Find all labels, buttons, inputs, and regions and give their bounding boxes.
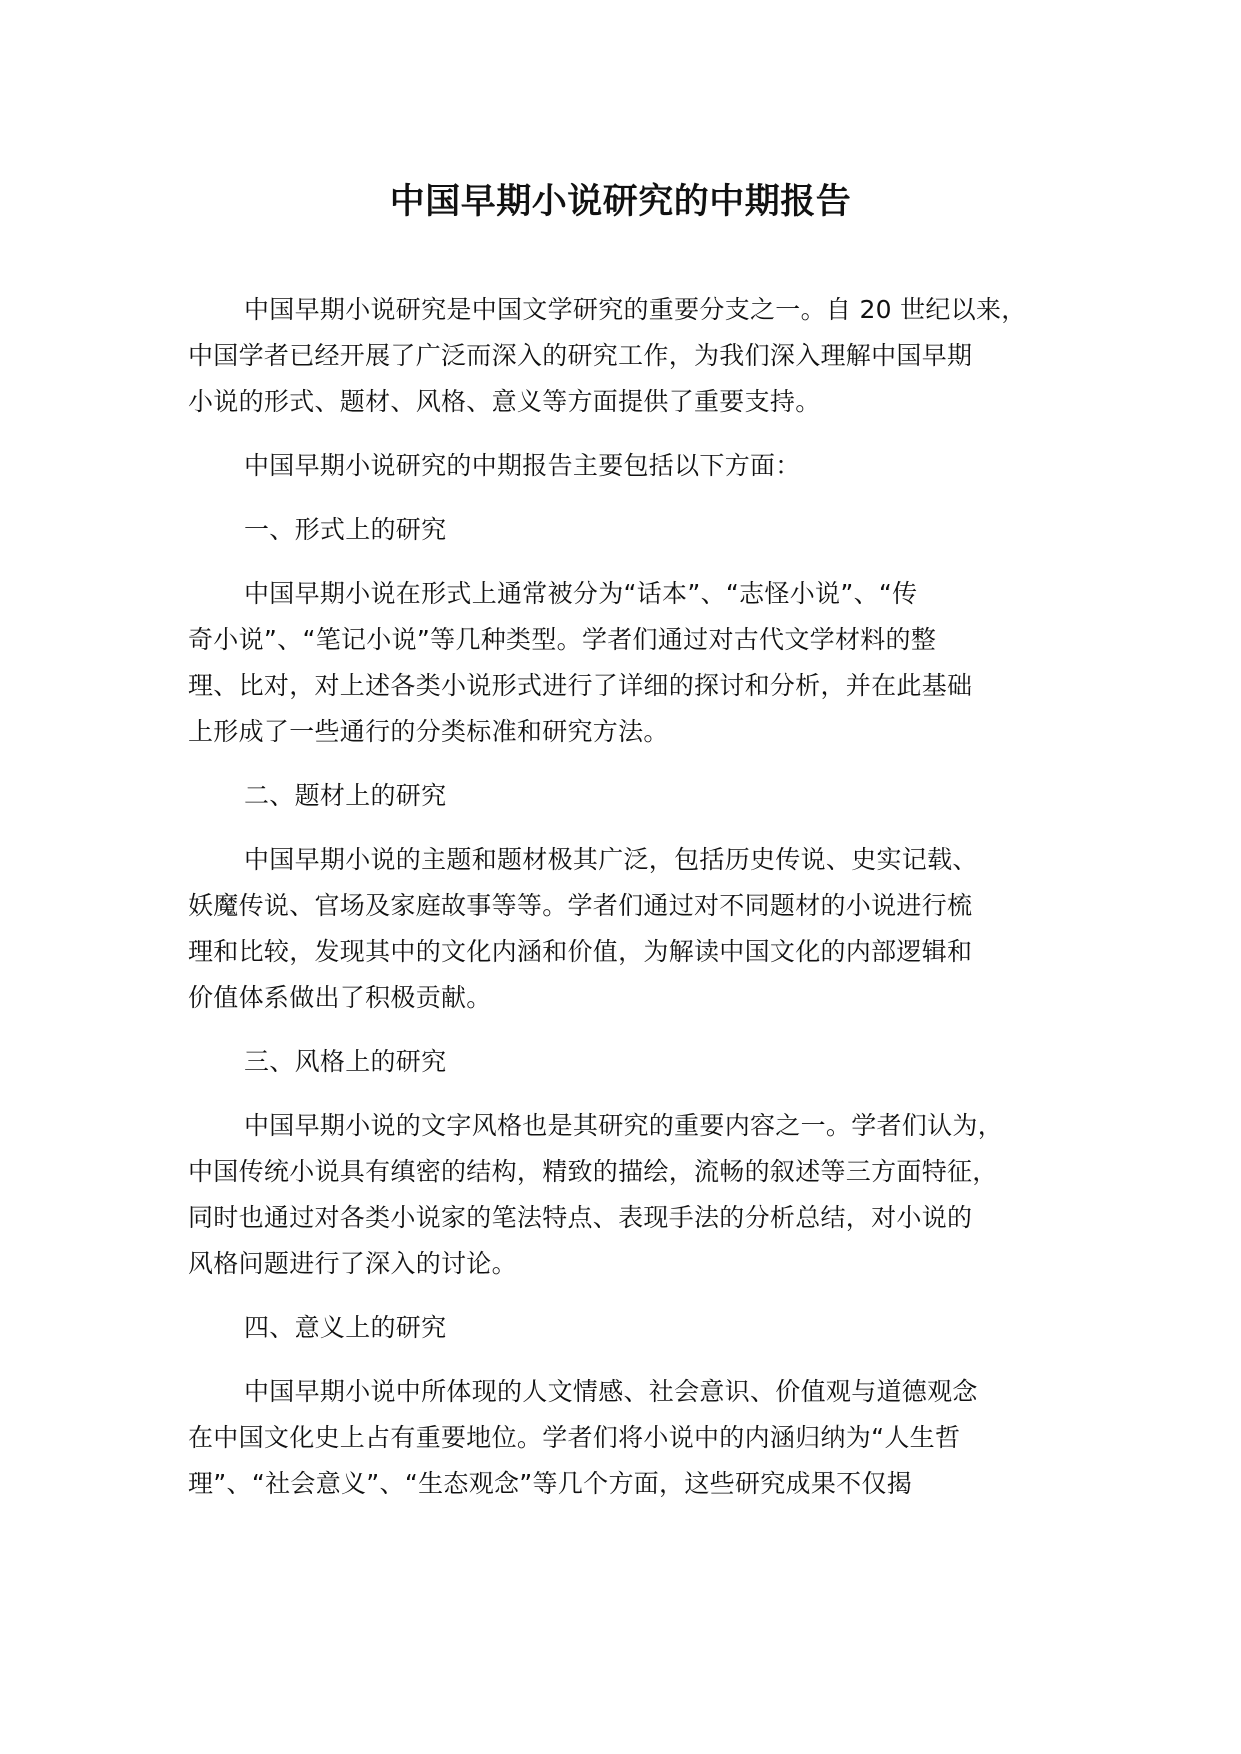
paragraph-subject (188, 837, 1088, 1021)
paragraph-style (188, 1103, 1088, 1287)
paragraph-overview (188, 443, 1088, 489)
section-heading-form (188, 507, 1088, 553)
text-line: 价值体系做出了积极贡献。 (188, 983, 492, 1012)
section-heading-meaning (188, 1305, 1088, 1351)
text-line: 中国早期小说在形式上通常被分为“话本”、“志怪小说”、“传 (244, 579, 918, 608)
text-line: 上形成了一些通行的分类标准和研究方法。 (188, 717, 669, 746)
paragraph-intro (188, 287, 1088, 425)
section-heading-subject (188, 773, 1088, 819)
text-line: 理和比较，发现其中的文化内涵和价值，为解读中国文化的内部逻辑和 (188, 937, 973, 966)
document-title: 中国早期小说研究的中期报告 (389, 182, 852, 222)
text-line: 中国学者已经开展了广泛而深入的研究工作，为我们深入理解中国早期 (188, 341, 973, 370)
text-line: 中国传统小说具有缜密的结构，精致的描绘，流畅的叙述等三方面特征， (188, 1157, 998, 1186)
text-line: 奇小说”、“笔记小说”等几种类型。学者们通过对古代文学材料的整 (188, 625, 937, 654)
text-line: 中国早期小说的文字风格也是其研究的重要内容之一。学者们认为， (244, 1111, 1004, 1140)
text-line: 风格问题进行了深入的讨论。 (188, 1249, 517, 1278)
text-line: 中国早期小说的主题和题材极其广泛，包括历史传说、史实记载、 (244, 845, 978, 874)
text-line: 中国早期小说研究是中国文学研究的重要分支之一。自 20 世纪以来， (244, 295, 1027, 324)
document-body (188, 287, 1088, 1525)
text-line: 在中国文化史上占有重要地位。学者们将小说中的内涵归纳为“人生哲 (188, 1423, 961, 1452)
text-line: 妖魔传说、官场及家庭故事等等。学者们通过对不同题材的小说进行梳 (188, 891, 973, 920)
text-line: 三、风格上的研究 (244, 1047, 447, 1076)
text-line: 一、形式上的研究 (244, 515, 447, 544)
text-line: 理”、“社会意义”、“生态观念”等几个方面，这些研究成果不仅揭 (188, 1469, 913, 1498)
text-line: 小说的形式、题材、风格、意义等方面提供了重要支持。 (188, 387, 821, 416)
text-line: 二、题材上的研究 (244, 781, 447, 810)
text-line: 中国早期小说中所体现的人文情感、社会意识、价值观与道德观念 (244, 1377, 978, 1406)
text-line: 中国早期小说研究的中期报告主要包括以下方面： (244, 451, 801, 480)
section-heading-style (188, 1039, 1088, 1085)
text-line: 同时也通过对各类小说家的笔法特点、表现手法的分析总结，对小说的 (188, 1203, 973, 1232)
paragraph-meaning (188, 1369, 1088, 1507)
text-line: 四、意义上的研究 (244, 1313, 447, 1342)
text-line: 理、比对，对上述各类小说形式进行了详细的探讨和分析，并在此基础 (188, 671, 973, 700)
paragraph-form (188, 571, 1088, 755)
